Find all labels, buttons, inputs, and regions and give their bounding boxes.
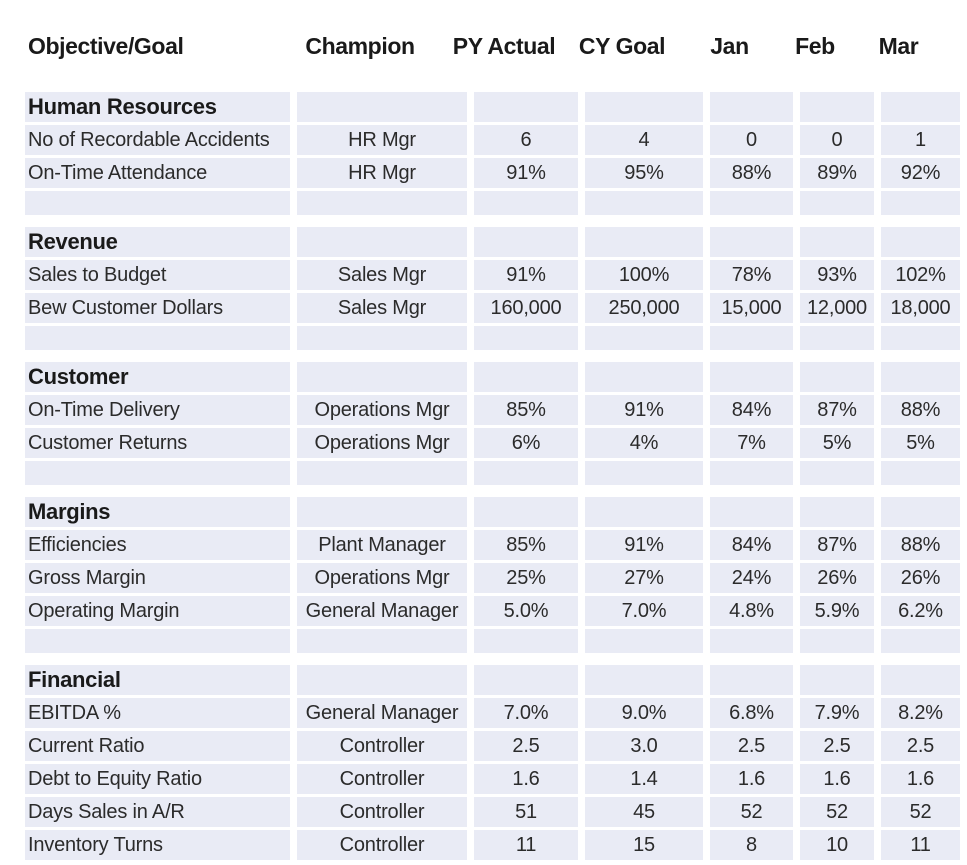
kpi-row (25, 125, 967, 155)
empty-cell (474, 665, 578, 695)
value-cell: 25% (474, 563, 578, 593)
empty-cell (800, 497, 874, 527)
spacer-row (25, 326, 967, 350)
value-cell: 2.5 (474, 731, 578, 761)
empty-cell (710, 92, 793, 122)
value-cell: 8.2% (881, 698, 960, 728)
kpi-row (25, 428, 967, 458)
kpi-row (25, 563, 967, 593)
empty-cell (585, 326, 703, 350)
value-cell: 7.9% (800, 698, 874, 728)
objective-cell: Days Sales in A/R (25, 797, 290, 827)
value-cell: 78% (710, 260, 793, 290)
empty-cell (474, 92, 578, 122)
empty-cell (474, 362, 578, 392)
empty-cell (800, 326, 874, 350)
empty-cell (474, 191, 578, 215)
empty-cell (881, 461, 960, 485)
value-cell: 1 (881, 125, 960, 155)
objective-cell: Debt to Equity Ratio (25, 764, 290, 794)
objective-cell: Gross Margin (25, 563, 290, 593)
objective-cell: No of Recordable Accidents (25, 125, 290, 155)
empty-cell (585, 461, 703, 485)
column-header-mar: Mar (878, 32, 919, 59)
empty-cell (800, 665, 874, 695)
value-cell: 27% (585, 563, 703, 593)
scorecard-table (0, 92, 967, 860)
objective-cell: Operating Margin (25, 596, 290, 626)
empty-cell (881, 227, 960, 257)
value-cell: 5% (881, 428, 960, 458)
empty-cell (800, 461, 874, 485)
kpi-row (25, 158, 967, 188)
champion-cell: HR Mgr (297, 158, 467, 188)
champion-cell: Operations Mgr (297, 395, 467, 425)
value-cell: 8 (710, 830, 793, 860)
value-cell: 87% (800, 530, 874, 560)
objective-cell: Sales to Budget (25, 260, 290, 290)
value-cell: 6% (474, 428, 578, 458)
empty-cell (881, 191, 960, 215)
value-cell: 11 (881, 830, 960, 860)
empty-cell (474, 497, 578, 527)
champion-cell: HR Mgr (297, 125, 467, 155)
empty-cell (297, 326, 467, 350)
value-cell: 89% (800, 158, 874, 188)
champion-cell: Controller (297, 830, 467, 860)
spacer-row (25, 191, 967, 215)
empty-cell (297, 461, 467, 485)
empty-cell (710, 362, 793, 392)
value-cell: 3.0 (585, 731, 703, 761)
kpi-row (25, 260, 967, 290)
empty-cell (585, 227, 703, 257)
section-title: Human Resources (25, 92, 290, 122)
value-cell: 102% (881, 260, 960, 290)
objective-cell: On-Time Delivery (25, 395, 290, 425)
section-row-financial (25, 665, 967, 695)
column-header-row (25, 30, 967, 62)
section-row-margins (25, 497, 967, 527)
value-cell: 6.8% (710, 698, 793, 728)
empty-cell (881, 362, 960, 392)
value-cell: 9.0% (585, 698, 703, 728)
value-cell: 4 (585, 125, 703, 155)
champion-cell: General Manager (297, 596, 467, 626)
value-cell: 24% (710, 563, 793, 593)
spacer-row (25, 461, 967, 485)
champion-cell: Controller (297, 764, 467, 794)
value-cell: 92% (881, 158, 960, 188)
empty-cell (585, 497, 703, 527)
empty-cell (710, 461, 793, 485)
value-cell: 26% (800, 563, 874, 593)
value-cell: 6.2% (881, 596, 960, 626)
champion-cell: Operations Mgr (297, 428, 467, 458)
empty-cell (800, 629, 874, 653)
empty-cell (710, 629, 793, 653)
column-header-py-actual: PY Actual (452, 32, 556, 59)
value-cell: 2.5 (800, 731, 874, 761)
kpi-row (25, 830, 967, 860)
value-cell: 88% (881, 395, 960, 425)
empty-cell (710, 326, 793, 350)
value-cell: 15,000 (710, 293, 793, 323)
value-cell: 10 (800, 830, 874, 860)
value-cell: 6 (474, 125, 578, 155)
champion-cell: General Manager (297, 698, 467, 728)
value-cell: 93% (800, 260, 874, 290)
empty-cell (297, 629, 467, 653)
value-cell: 1.6 (881, 764, 960, 794)
value-cell: 250,000 (585, 293, 703, 323)
value-cell: 45 (585, 797, 703, 827)
value-cell: 5.9% (800, 596, 874, 626)
empty-cell (585, 629, 703, 653)
objective-cell: Bew Customer Dollars (25, 293, 290, 323)
empty-cell (710, 665, 793, 695)
champion-cell: Plant Manager (297, 530, 467, 560)
empty-cell (25, 191, 290, 215)
section-title: Revenue (25, 227, 290, 257)
empty-cell (710, 227, 793, 257)
empty-cell (297, 497, 467, 527)
value-cell: 52 (800, 797, 874, 827)
value-cell: 2.5 (710, 731, 793, 761)
value-cell: 91% (474, 158, 578, 188)
value-cell: 84% (710, 530, 793, 560)
kpi-row (25, 395, 967, 425)
objective-cell: On-Time Attendance (25, 158, 290, 188)
section-row-human-resources (25, 92, 967, 122)
empty-cell (25, 461, 290, 485)
spacer-row (25, 629, 967, 653)
empty-cell (881, 326, 960, 350)
empty-cell (474, 629, 578, 653)
column-header-cy-goal: CY Goal (578, 32, 666, 59)
value-cell: 1.6 (474, 764, 578, 794)
empty-cell (585, 92, 703, 122)
empty-cell (800, 191, 874, 215)
empty-cell (474, 461, 578, 485)
kpi-row (25, 596, 967, 626)
section-title: Customer (25, 362, 290, 392)
empty-cell (297, 92, 467, 122)
empty-cell (710, 497, 793, 527)
empty-cell (585, 362, 703, 392)
kpi-row (25, 797, 967, 827)
value-cell: 87% (800, 395, 874, 425)
empty-cell (800, 362, 874, 392)
empty-cell (881, 665, 960, 695)
value-cell: 95% (585, 158, 703, 188)
empty-cell (297, 362, 467, 392)
value-cell: 11 (474, 830, 578, 860)
kpi-row (25, 293, 967, 323)
value-cell: 0 (800, 125, 874, 155)
value-cell: 12,000 (800, 293, 874, 323)
objective-cell: Efficiencies (25, 530, 290, 560)
empty-cell (297, 665, 467, 695)
section-title: Financial (25, 665, 290, 695)
value-cell: 1.6 (710, 764, 793, 794)
column-header-jan: Jan (710, 32, 749, 59)
value-cell: 7.0% (474, 698, 578, 728)
objective-cell: Customer Returns (25, 428, 290, 458)
value-cell: 7% (710, 428, 793, 458)
champion-cell: Sales Mgr (297, 293, 467, 323)
objective-cell: Inventory Turns (25, 830, 290, 860)
value-cell: 100% (585, 260, 703, 290)
empty-cell (585, 665, 703, 695)
section-row-customer (25, 362, 967, 392)
empty-cell (297, 191, 467, 215)
value-cell: 2.5 (881, 731, 960, 761)
empty-cell (881, 629, 960, 653)
empty-cell (474, 227, 578, 257)
value-cell: 51 (474, 797, 578, 827)
value-cell: 84% (710, 395, 793, 425)
value-cell: 15 (585, 830, 703, 860)
empty-cell (710, 191, 793, 215)
kpi-row (25, 698, 967, 728)
value-cell: 91% (474, 260, 578, 290)
value-cell: 1.6 (800, 764, 874, 794)
value-cell: 160,000 (474, 293, 578, 323)
value-cell: 7.0% (585, 596, 703, 626)
value-cell: 91% (585, 530, 703, 560)
empty-cell (800, 92, 874, 122)
champion-cell: Operations Mgr (297, 563, 467, 593)
empty-cell (881, 92, 960, 122)
value-cell: 26% (881, 563, 960, 593)
value-cell: 4% (585, 428, 703, 458)
value-cell: 52 (881, 797, 960, 827)
value-cell: 4.8% (710, 596, 793, 626)
empty-cell (25, 326, 290, 350)
value-cell: 88% (710, 158, 793, 188)
champion-cell: Sales Mgr (297, 260, 467, 290)
empty-cell (881, 497, 960, 527)
champion-cell: Controller (297, 797, 467, 827)
empty-cell (800, 227, 874, 257)
value-cell: 5% (800, 428, 874, 458)
kpi-row (25, 530, 967, 560)
column-header-objective-goal: Objective/Goal (28, 32, 184, 59)
value-cell: 52 (710, 797, 793, 827)
value-cell: 85% (474, 530, 578, 560)
empty-cell (474, 326, 578, 350)
section-title: Margins (25, 497, 290, 527)
objective-cell: EBITDA % (25, 698, 290, 728)
column-header-champion: Champion (305, 32, 415, 59)
kpi-row (25, 731, 967, 761)
value-cell: 1.4 (585, 764, 703, 794)
objective-cell: Current Ratio (25, 731, 290, 761)
empty-cell (25, 629, 290, 653)
empty-cell (585, 191, 703, 215)
value-cell: 91% (585, 395, 703, 425)
value-cell: 0 (710, 125, 793, 155)
value-cell: 5.0% (474, 596, 578, 626)
column-header-feb: Feb (795, 32, 835, 59)
value-cell: 18,000 (881, 293, 960, 323)
value-cell: 88% (881, 530, 960, 560)
champion-cell: Controller (297, 731, 467, 761)
section-row-revenue (25, 227, 967, 257)
value-cell: 85% (474, 395, 578, 425)
kpi-row (25, 764, 967, 794)
empty-cell (297, 227, 467, 257)
